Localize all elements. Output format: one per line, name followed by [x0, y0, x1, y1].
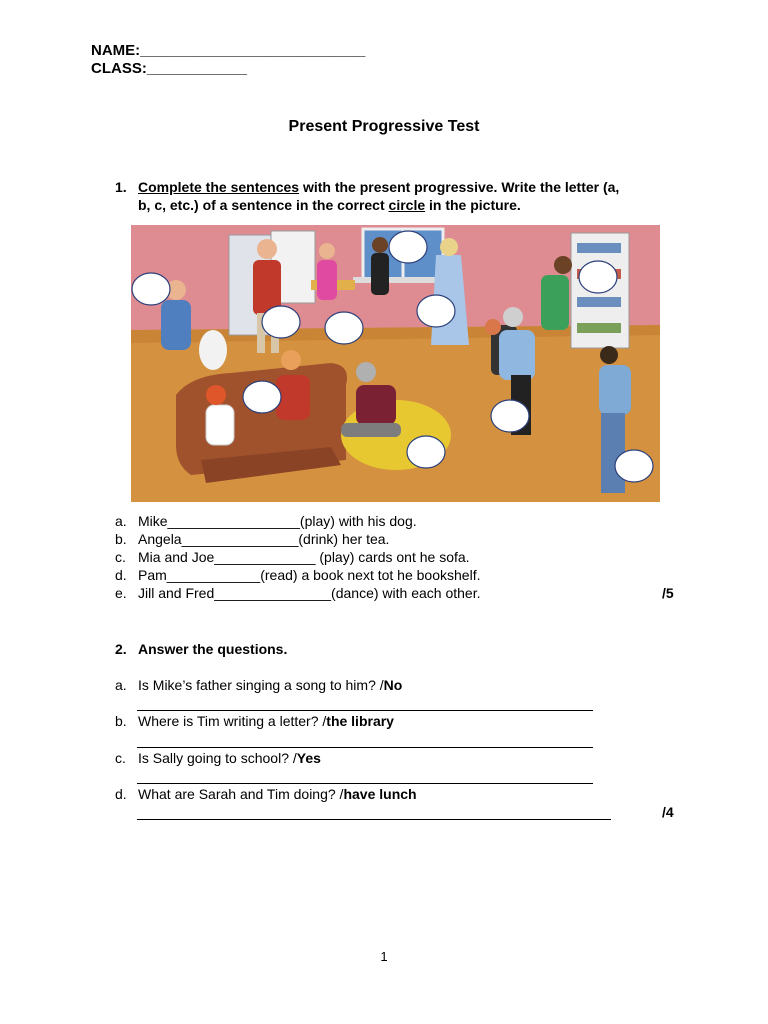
fill-in-sentence[interactable]: Angela_______________(drink) her tea. — [138, 531, 390, 547]
fill-in-sentence[interactable]: Mia and Joe_____________ (play) cards ont he sofa. — [138, 549, 470, 565]
name-field-label: NAME:___________________________ — [91, 42, 366, 59]
section1-number: 1. — [115, 179, 127, 195]
answer-line[interactable] — [137, 710, 593, 711]
item-letter: a. — [115, 677, 127, 693]
fill-in-sentence[interactable]: Mike_________________(play) with his dog. — [138, 513, 417, 529]
page-title: Present Progressive Test — [288, 118, 480, 135]
section2-number: 2. — [115, 641, 127, 657]
answer-line[interactable] — [137, 747, 593, 748]
item-letter: c. — [115, 549, 126, 565]
question-text: Where is Tim writing a letter? /the library — [138, 713, 394, 729]
section1-instructions-line2: b, c, etc.) of a sentence in the correct circle in the picture. — [138, 197, 521, 213]
item-letter: d. — [115, 567, 127, 583]
fill-in-sentence[interactable]: Pam____________(read) a book next tot he bookshelf. — [138, 567, 481, 583]
section1-instructions-line1: Complete the sentences with the present progressive. Write the letter (a, — [138, 179, 620, 195]
answer-line[interactable] — [137, 819, 611, 820]
page-number: 1 — [380, 949, 388, 964]
item-letter: e. — [115, 585, 127, 601]
party-scene-picture — [131, 225, 660, 502]
item-letter: d. — [115, 786, 127, 802]
question-text: Is Mike’s father singing a song to him? /No — [138, 677, 403, 693]
class-field-label: CLASS:____________ — [91, 60, 247, 77]
section2-heading: Answer the questions. — [138, 641, 288, 657]
item-letter: b. — [115, 531, 127, 547]
item-letter: a. — [115, 513, 127, 529]
section2-score: /4 — [662, 804, 674, 820]
item-letter: b. — [115, 713, 127, 729]
question-text: What are Sarah and Tim doing? /have lunch — [138, 786, 417, 802]
answer-line[interactable] — [137, 783, 593, 784]
section1-score: /5 — [662, 585, 674, 601]
question-text: Is Sally going to school? /Yes — [138, 750, 321, 766]
item-letter: c. — [115, 750, 126, 766]
fill-in-sentence[interactable]: Jill and Fred_______________(dance) with each other. — [138, 585, 481, 601]
